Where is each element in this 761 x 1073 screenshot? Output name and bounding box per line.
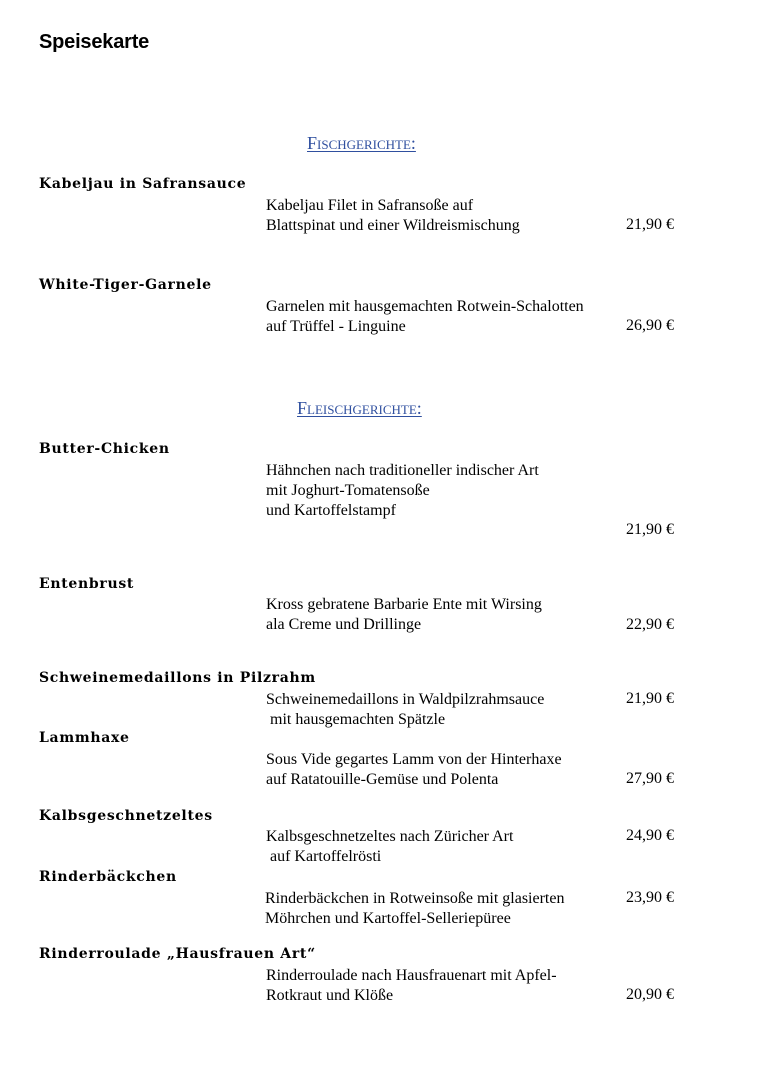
section-heading-meat: Fleischgerichte: [297,398,422,418]
dish-price: 26,90 € [626,317,674,334]
dish-name: Kalbsgeschnetzeltes [39,808,213,824]
section-heading-fish: Fischgerichte: [307,133,416,153]
dish-name: Entenbrust [39,576,135,592]
dish-name: Kabeljau in Safransauce [39,176,247,192]
dish-price: 21,90 € [626,521,674,538]
dish-description: Hähnchen nach traditioneller indischer Art mit Joghurt-Tomatensoße und Kartoffelstampf [266,462,539,519]
dish-price: 21,90 € [626,216,674,233]
dish-description: Rinderroulade nach Hausfrauenart mit Apfel- Rotkraut und Klöße [266,967,557,1004]
dish-description: Schweinemedaillons in Waldpilzrahmsauce mit hausgemachten Spätzle [266,691,545,728]
dish-price: 21,90 € [626,690,674,707]
dish-price: 24,90 € [626,827,674,844]
dish-price: 23,90 € [626,889,674,906]
dish-price: 20,90 € [626,986,674,1003]
dish-name: White-Tiger-Garnele [39,277,212,293]
dish-name: Rinderbäckchen [39,869,177,885]
dish-description: Kalbsgeschnetzeltes nach Züricher Art auf Kartoffelrösti [266,828,514,865]
dish-price: 22,90 € [626,616,674,633]
dish-name: Schweinemedaillons in Pilzrahm [39,670,316,686]
dish-description: Kabeljau Filet in Safransoße auf Blattspinat und einer Wildreismischung [266,197,520,234]
dish-name: Lammhaxe [39,730,130,746]
dish-price: 27,90 € [626,770,674,787]
dish-name: Butter-Chicken [39,441,170,457]
dish-name: Rinderroulade „Hausfrauen Art“ [39,946,316,962]
dish-description: Rinderbäckchen in Rotweinsoße mit glasierten Möhrchen und Kartoffel-Selleriepüree [265,890,565,927]
dish-description: Kross gebratene Barbarie Ente mit Wirsing ala Creme und Drillinge [266,596,542,633]
dish-description: Garnelen mit hausgemachten Rotwein-Schalotten auf Trüffel - Linguine [266,298,584,335]
page-title: Speisekarte [39,31,150,53]
dish-description: Sous Vide gegartes Lamm von der Hinterhaxe auf Ratatouille-Gemüse und Polenta [266,751,562,788]
